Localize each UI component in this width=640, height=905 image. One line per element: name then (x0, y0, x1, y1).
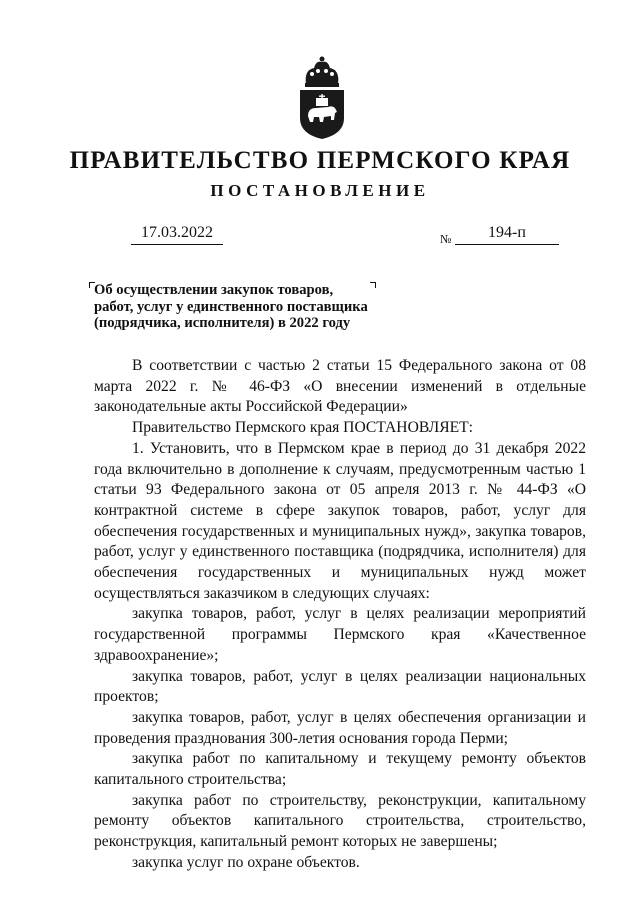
clause-1-paragraph: 1. Установить, что в Пермском крае в период до 31 декабря 2022 года включительно в дополнение к случаям, предусмотренным частью 1 статьи 93 Федерального закона от 05 апреля 2013 г. № 44-ФЗ «О контрактной системе в сфере закупок товаров, работ, услуг для обеспечения государственных и муниципальных нужд», закупка товаров, работ, услуг у единственного поставщика (подрядчика, исполнителя) для обеспечения государственных и муниципальных нужд может осуществляться заказчиком в следующих случаях: (94, 439, 586, 602)
case-item-paragraph: закупка работ по капитальному и текущему ремонту объектов капитального строительства; (94, 750, 586, 789)
case-item-paragraph: закупка услуг по охране объектов. (132, 853, 360, 871)
date-underline (131, 244, 223, 245)
case-item-paragraph: закупка товаров, работ, услуг в целях обеспечения организации и проведения празднования 300-летия основания города Перми; (94, 708, 586, 747)
resolution-paragraph: Правительство Пермского края ПОСТАНОВЛЯЕТ: (132, 419, 473, 437)
number-label: № (440, 232, 452, 246)
date-field (131, 224, 223, 245)
document-type: ПОСТАНОВЛЕНИЕ (210, 181, 430, 200)
document-date: 17.03.2022 (141, 224, 213, 241)
preamble-paragraph: В соответствии с частью 2 статьи 15 Федерального закона от 08 марта 2022 г. № 46-ФЗ «О внесении изменений в отдельные законодательные акты Российской Федерации» (94, 357, 586, 416)
document-body (94, 356, 586, 874)
perm-krai-coat-of-arms-icon (296, 56, 348, 140)
number-underline (455, 244, 559, 245)
document-subject (94, 282, 414, 332)
case-item-paragraph: закупка товаров, работ, услуг в целях реализации национальных проектов; (94, 667, 586, 706)
subject-line: (подрядчика, исполнителя) в 2022 году (94, 315, 351, 331)
document-number: 194-п (488, 224, 526, 241)
case-item-paragraph: закупка работ по строительству, реконструкции, капитальному ремонту объектов капитального строительства, строительство, реконструкция, капитальный ремонт которых не завершены; (94, 791, 586, 851)
case-item-paragraph: закупка товаров, работ, услуг в целях реализации мероприятий государственной программы Пермского края «Качественное здравоохранение»; (94, 605, 586, 664)
org-title: ПРАВИТЕЛЬСТВО ПЕРМСКОГО КРАЯ (69, 147, 571, 174)
subject-line: работ, услуг у единственного поставщика (94, 298, 368, 315)
subject-line: Об осуществлении закупок товаров, (94, 282, 334, 298)
